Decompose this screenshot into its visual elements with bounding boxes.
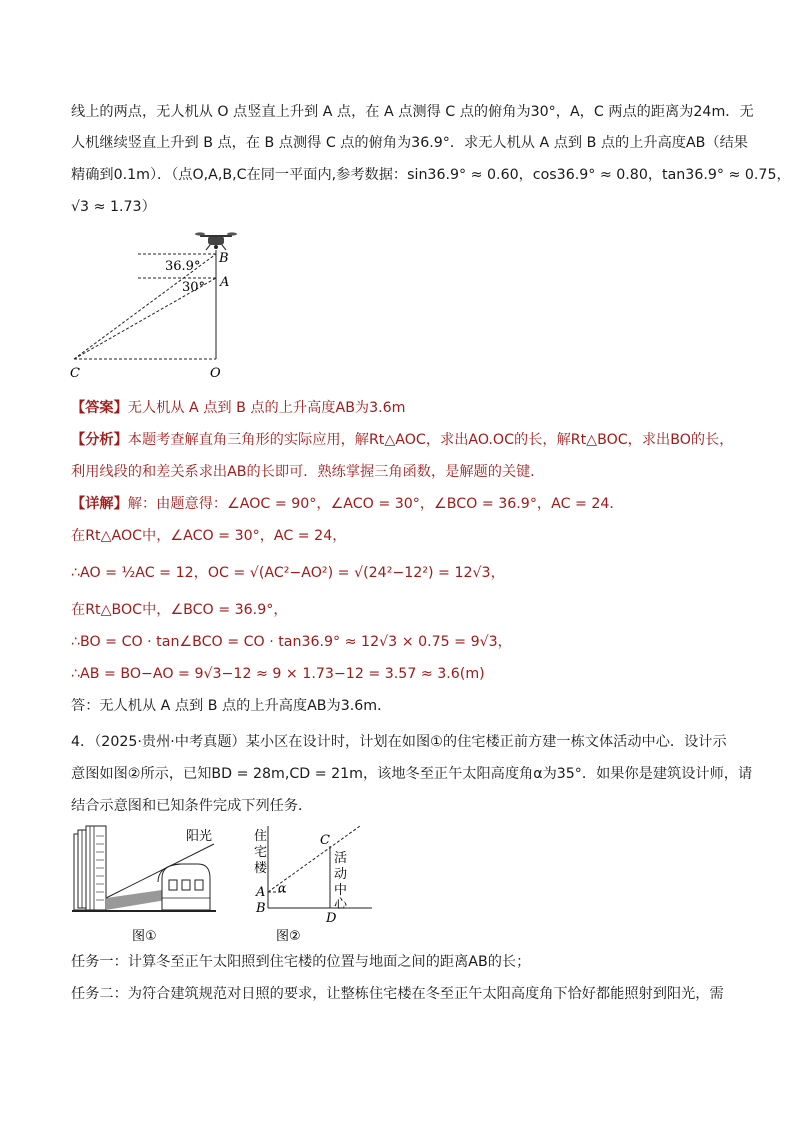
problem3-line-3: 精确到0.1m）．（点O,A,B,C在同一平面内,参考数据：sin36.9° ≈ 0.60，cos36.9° ≈ 0.80，tan36.9° ≈ 0.75， <box>71 167 791 183</box>
detail-line-2: 在Rt△AOC中，∠ACO = 30°，AC = 24， <box>71 528 347 544</box>
problem4-figure-2 <box>238 822 388 947</box>
angle-label-a: 30° <box>182 280 206 295</box>
detail-text-1: 解：由题意得：∠AOC = 90°，∠ACO = 30°，∠BCO = 36.9°，AC = 24． <box>127 496 624 512</box>
analysis-line-1 <box>71 430 733 450</box>
angle-label-b: 36.9° <box>165 259 201 274</box>
label-c2: C <box>320 833 330 848</box>
problem3-line-1: 线上的两点，无人机从 O 点竖直上升到 A 点，在 A 点测得 C 点的俯角为30°，A，C 两点的距离为24m．无 <box>71 104 754 120</box>
problem3-line-2: 人机继续竖直上升到 B 点，在 B 点测得 C 点的俯角为36.9°．求无人机从 A 点到 B 点的上升高度AB（结果 <box>71 135 748 151</box>
task-2-line: 任务二：为符合建筑规范对日照的要求，让整栋住宅楼在冬至正午太阳高度角下恰好都能照射到阳光，需 <box>71 986 724 1002</box>
drone-icon <box>195 232 237 250</box>
center-label-3: 中 <box>334 883 348 898</box>
building-label-1: 住 <box>254 829 268 844</box>
answer-tag: 【答案】 <box>71 400 128 416</box>
detail-line-5: ∴BO = CO · tan∠BCO = CO · tan36.9° ≈ 12√3 × 0.75 = 9√3， <box>71 634 512 650</box>
problem3-figure <box>60 222 250 382</box>
answer-text: 无人机从 A 点到 B 点的上升高度AB为3.6m <box>127 400 406 416</box>
problem3-line-4: √3 ≈ 1.73） <box>71 199 156 215</box>
label-b: B <box>219 251 229 266</box>
analysis-text-1: 本题考查解直角三角形的实际应用，解Rt△AOC，求出AO.OC的长，解Rt△BOC，求出BO的长， <box>127 432 734 448</box>
angle-alpha: α <box>278 881 287 895</box>
detail-line-4: 在Rt△BOC中，∠BCO = 36.9°， <box>71 602 288 618</box>
answer-line <box>71 398 406 418</box>
figure-2-caption: 图② <box>276 929 301 944</box>
label-a2: A <box>256 885 266 900</box>
analysis-tag: 【分析】 <box>71 432 128 448</box>
detail-line-1 <box>71 494 624 514</box>
label-c: C <box>70 366 80 381</box>
residential-building-icon <box>74 826 106 910</box>
problem4-figure-1 <box>66 822 226 947</box>
task-1-line: 任务一：计算冬至正午太阳照到住宅楼的位置与地面之间的距离AB的长； <box>71 954 531 970</box>
problem4-line-2: 意图如图②所示，已知BD = 28m,CD = 21m，该地冬至正午太阳高度角α为35°．如果你是建筑设计师，请 <box>71 766 753 782</box>
figure-1-caption: 图① <box>132 929 157 944</box>
label-d2: D <box>326 911 337 926</box>
building-label-2: 宅 <box>254 845 268 860</box>
detail-line-3: ∴AO = ½AC = 12，OC = √(AC²−AO²) = √(24²−12²) = 12√3， <box>71 565 505 581</box>
activity-center-icon <box>158 864 210 910</box>
detail-tag: 【详解】 <box>71 496 128 512</box>
problem4-line-1: 4．（2025·贵州·中考真题）某小区在设计时，计划在如图①的住宅楼正前方建一栋文体活动中心．设计示 <box>71 734 727 750</box>
detail-line-6: ∴AB = BO−AO = 9√3−12 ≈ 9 × 1.73−12 = 3.57 ≈ 3.6(m) <box>71 666 485 682</box>
label-a: A <box>220 275 230 290</box>
building-label-3: 楼 <box>254 861 268 876</box>
center-label-4: 心 <box>334 897 348 912</box>
final-answer-line: 答：无人机从 A 点到 B 点的上升高度AB为3.6m． <box>71 698 392 714</box>
label-b2: B <box>256 901 266 916</box>
center-label-2: 动 <box>334 867 348 882</box>
center-label-1: 活 <box>334 851 348 866</box>
label-o: O <box>210 366 221 381</box>
sunlight-label: 阳光 <box>186 829 213 844</box>
analysis-line-2: 利用线段的和差关系求出AB的长即可．熟练掌握三角函数，是解题的关键． <box>71 464 545 480</box>
problem4-line-3: 结合示意图和已知条件完成下列任务． <box>71 798 313 814</box>
